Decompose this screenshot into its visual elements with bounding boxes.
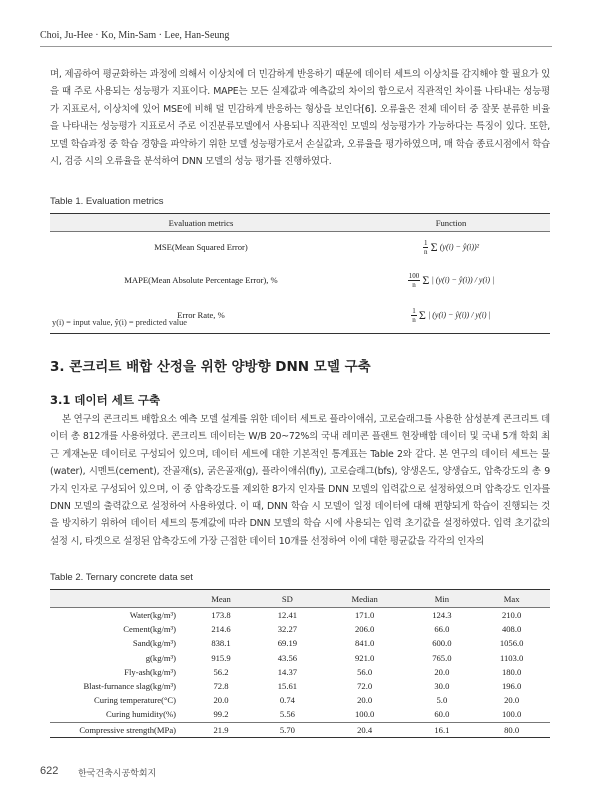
sum-symbol: Σ	[422, 272, 430, 287]
table2-header-sd: SD	[256, 590, 319, 608]
table1-caption: Table 1. Evaluation metrics	[50, 196, 164, 207]
table2-header-row	[50, 590, 550, 608]
section-title: 3. 콘크리트 배합 산정을 위한 양방향 DNN 모델 구축	[50, 359, 371, 375]
table2-header-max: Max	[473, 590, 550, 608]
sum-symbol: Σ	[430, 239, 438, 254]
table1-function-error-rate	[352, 298, 550, 334]
formula-expression: (y(i) − ŷ(i))²	[439, 242, 480, 252]
table-row: Sand(kg/m³) 838.1 69.19 841.0 600.0 1056.0	[132, 638, 524, 649]
table1-metric-error-rate: Error Rate, %	[50, 298, 352, 334]
table2-header-median: Median	[319, 590, 411, 608]
table-row: Curing humidity(%) 99.2 5.56 100.0 60.0 100.0	[106, 709, 522, 720]
ternary-concrete-table	[50, 589, 550, 738]
table2-header-blank	[50, 590, 186, 608]
subsection-title: 3.1 데이터 세트 구축	[50, 393, 161, 407]
table-row: Fly-ash(kg/m³) 56.2 14.37 56.0 20.0 180.0	[124, 666, 522, 677]
paragraph-dataset-description: 본 연구의 콘크리트 배합요소 예측 모델 설계를 위한 데이터 세트로 플라이애쉬, 고로슬래그를 사용한 삼성분계 콘크리트 데이터 총 812개를 사용하였다. 콘크리트 데이터는 W/B 20~72%의 국내 레미콘 플랜트 현장배합 데이터 및 국내 5개 학회 최근 게재논문 데이터로 구성되어 있으며, 데이터 세트에 대한 기본적인 통계표는 Table 2와 같다. 본 연구의 데이터 세트는 물(water), 시멘트(cement), 잔골재(s), 굵은골재(g), 플라이애쉬(fly), 고로슬래그(bfs), 양생온도, 양생습도, 압축강도의 총 9가지 인자로 구성되어 있으며, 이 중 압축강도를 제외한 8가지 인자를 DNN 모델의 입력값으로 설정하였으며 압축강도 인자를 DNN 모델의 출력값으로 설정하여 사용하였다. 이 때, DNN 학습 시 모델이 일정 데이터에 대해 편향되게 학습이 진행되는 것을 방지하기 위하여 데이터 세트의 통계값에 따라 DNN 모델의 학습 시에 사용되는 입력 초기값을 설정하였다. 입력 초기값의 설정 시, 타겟으로 설정된 압축강도에 가장 근접한 데이터 10개를 선정하여 이에 대한 평균값을 각각의 인자의	[50, 414, 550, 547]
sum-symbol: Σ	[418, 307, 426, 322]
table-row	[50, 298, 550, 334]
table1-header-function: Function	[352, 214, 550, 232]
coef-fraction: $\frac{100}{n}$	[408, 271, 420, 289]
table-row: Compressive strength(MPa) 21.9 5.70 20.4 16.1 80.0	[50, 722, 550, 737]
formula-expression: | (y(i) − ŷ(i)) / y(i) |	[428, 310, 491, 320]
table1-header-row	[50, 214, 550, 232]
table-row	[50, 232, 550, 263]
table-row	[50, 263, 550, 298]
coef-fraction: $\frac{1}{n}$	[412, 306, 416, 324]
table-row: g(kg/m³) 915.9 43.56 921.0 765.0 1103.0	[145, 652, 524, 663]
table-row: Curing temperature(°C) 20.0 0.74 20.0 5.0 20.0	[94, 695, 520, 706]
table-row: Cement(kg/m³) 214.6 32.27 206.0 66.0 408.0	[123, 624, 522, 635]
coef-fraction: $\frac{1}{n}$	[423, 238, 428, 256]
table-row: Blast-furnance slag(kg/m³) 72.8 15.61 72.0 30.0 196.0	[83, 681, 522, 692]
evaluation-metrics-table	[50, 213, 550, 334]
journal-name: 한국건축시공학회지	[78, 769, 157, 779]
table1-header-metric: Evaluation metrics	[50, 214, 352, 232]
table1-note: y(i) = input value, ŷ(i) = predicted value	[52, 318, 188, 327]
formula-expression: | (y(i) − ŷ(i)) / y(i) |	[431, 274, 495, 284]
running-header: Choi, Ju-Hee · Ko, Min-Sam · Lee, Han-Seung	[40, 30, 230, 41]
table1-metric-mse: MSE(Mean Squared Error)	[154, 242, 248, 253]
table1-metric-mape: MAPE(Mean Absolute Percentage Error), %	[124, 275, 278, 285]
table2-header-min: Min	[411, 590, 474, 608]
table1-function-mape	[352, 263, 550, 298]
paragraph-metrics-description: 며, 제곱하여 평균화하는 과정에 의해서 이상치에 더 민감하게 반응하기 때문에 데이터 세트의 이상치를 감지해야 할 필요가 있을 때 주로 사용되는 성능평가 지표이다. MAPE는 모든 실제값과 예측값의 차이의 합으로서 직관적인 차이를 나타내는 성능평가 지표로서, 이상치에 있어 MSE에 비해 덜 민감하게 반응하는 형상을 보인다[6]. 오류율은 전체 데이터 중 잘못 분류한 비율을 나타내는 성능평가 지표로서 주로 이진분류모델에서 사용되나 직관적인 모델의 성능평가가 가능하다는 특징이 있다. 또한, 모델 학습과정 중 학습 경향을 파악하기 위한 모델 성능평가로서 손실값과, 오류율을 평가하였으며, 매 학습 종료시점에서 학습 시, 검증 시의 오류율을 분석하여 DNN 모델의 성능 평가를 진행하였다.	[50, 69, 550, 168]
table-row: Water(kg/m³) 173.8 12.41 171.0 124.3 210.0	[129, 610, 522, 621]
page-number: 622	[40, 765, 59, 777]
header-rule	[40, 46, 552, 47]
table2-header-mean: Mean	[186, 590, 256, 608]
table2-caption: Table 2. Ternary concrete data set	[50, 572, 193, 583]
table1-function-mse	[352, 232, 550, 263]
